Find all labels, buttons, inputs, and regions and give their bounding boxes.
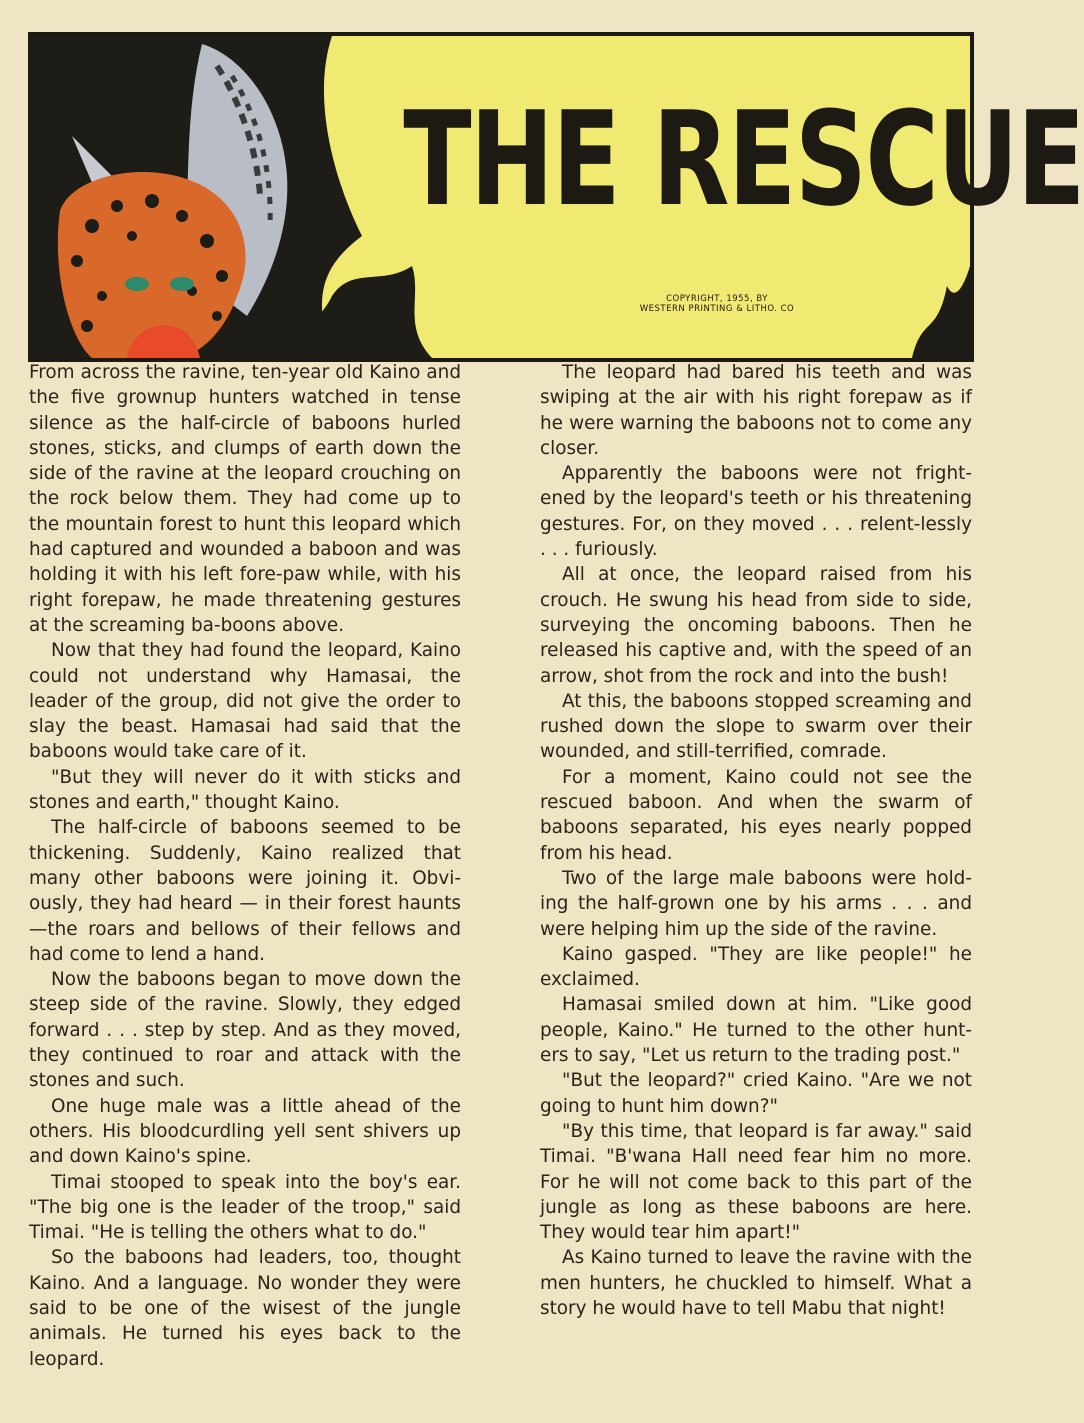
copyright-line-1: COPYRIGHT, 1955, BY xyxy=(666,294,768,304)
paragraph: The half-circle of baboons seemed to be thickening. Suddenly, Kaino realized that many other baboons were joining it. Obvi-ously, they had heard — in their forest haunts—the roars and bellows of their fellows and had come to lend a hand. xyxy=(29,817,461,965)
paragraph: "But they will never do it with sticks and stones and earth," thought Kaino. xyxy=(29,766,461,814)
paragraph: At this, the baboons stopped screaming and rushed down the slope to swarm over their wounded, and still-terrified, comrade. xyxy=(540,690,972,763)
copyright-notice xyxy=(592,294,842,314)
paragraph: "But the leopard?" cried Kaino. "Are we not going to hunt him down?" xyxy=(540,1070,972,1117)
paragraph: Timai stooped to speak into the boy's ear. "The big one is the leader of the troop," said Timai. "He is telling the others what to do." xyxy=(29,1171,461,1244)
paragraph: Hamasai smiled down at him. "Like good people, Kaino." He turned to the other hunt-ers to say, "Let us return to the trading post." xyxy=(540,994,972,1067)
paragraph: Now that they had found the leopard, Kaino could not understand why Hamasai, the leader of the group, did not give the order to slay the beast. Hamasai had said that the baboons would take care of it. xyxy=(29,640,461,763)
left-text-column xyxy=(29,360,461,1372)
paragraph: So the baboons had leaders, too, thought Kaino. And a language. No wonder they were said to be one of the wisest of the jungle animals. He turned his eyes back to the leopard. xyxy=(29,1247,461,1370)
paragraph: Kaino gasped. "They are like people!" he exclaimed. xyxy=(540,943,972,991)
copyright-line-2: WESTERN PRINTING & LITHO. CO xyxy=(639,304,795,314)
paragraph: Two of the large male baboons were hold-ing the half-grown one by his arms . . . and were helping him up the side of the ravine. xyxy=(540,867,972,940)
right-text-column xyxy=(540,360,972,1321)
paragraph: Now the baboons began to move down the steep side of the ravine. Slowly, they edged forward . . . step by step. And as they moved, they continued to roar and attack with the stones and such. xyxy=(29,969,461,1092)
paragraph: One huge male was a little ahead of the others. His bloodcurdling yell sent shivers up and down Kaino's spine. xyxy=(29,1095,461,1168)
paragraph: All at once, the leopard raised from his crouch. He swung his head from side to side, surveying the oncoming baboons. Then he released his captive and, with the speed of an arrow, shot from the rock and into the bush! xyxy=(540,564,972,687)
paragraph: "By this time, that leopard is far away." said Timai. "B'wana Hall need fear him no more. For he will not come back to this part of the jungle as long as these baboons are here. They would tear him apart!" xyxy=(540,1120,972,1244)
paragraph: From across the ravine, ten-year old Kaino and the five grownup hunters watched in tense silence as the half-circle of baboons hurled stones, sticks, and clumps of earth down the side of the ravine at the leopard crouching on the rock below them. They had come up to the mountain forest to hunt this leopard which had captured and wounded a baboon and was holding it with his left fore-paw while, with his right forepaw, he made threatening gestures at the screaming ba-boons above. xyxy=(29,362,461,636)
story-title: THE RESCUE xyxy=(403,83,1084,235)
paragraph: As Kaino turned to leave the ravine with the men hunters, he chuckled to himself. What a story he would have to tell Mabu that night! xyxy=(540,1247,972,1319)
paragraph: The leopard had bared his teeth and was swiping at the air with his right forepaw as if he were warning the baboons not to come any closer. xyxy=(540,362,972,459)
paragraph: For a moment, Kaino could not see the rescued baboon. And when the swarm of baboons separated, his eyes nearly popped from his head. xyxy=(540,766,972,864)
paragraph: Apparently the baboons were not fright-ened by the leopard's teeth or his threatening gestures. For, on they moved . . . relent-lessly . . . furiously. xyxy=(540,463,972,561)
title-banner xyxy=(28,32,1084,362)
